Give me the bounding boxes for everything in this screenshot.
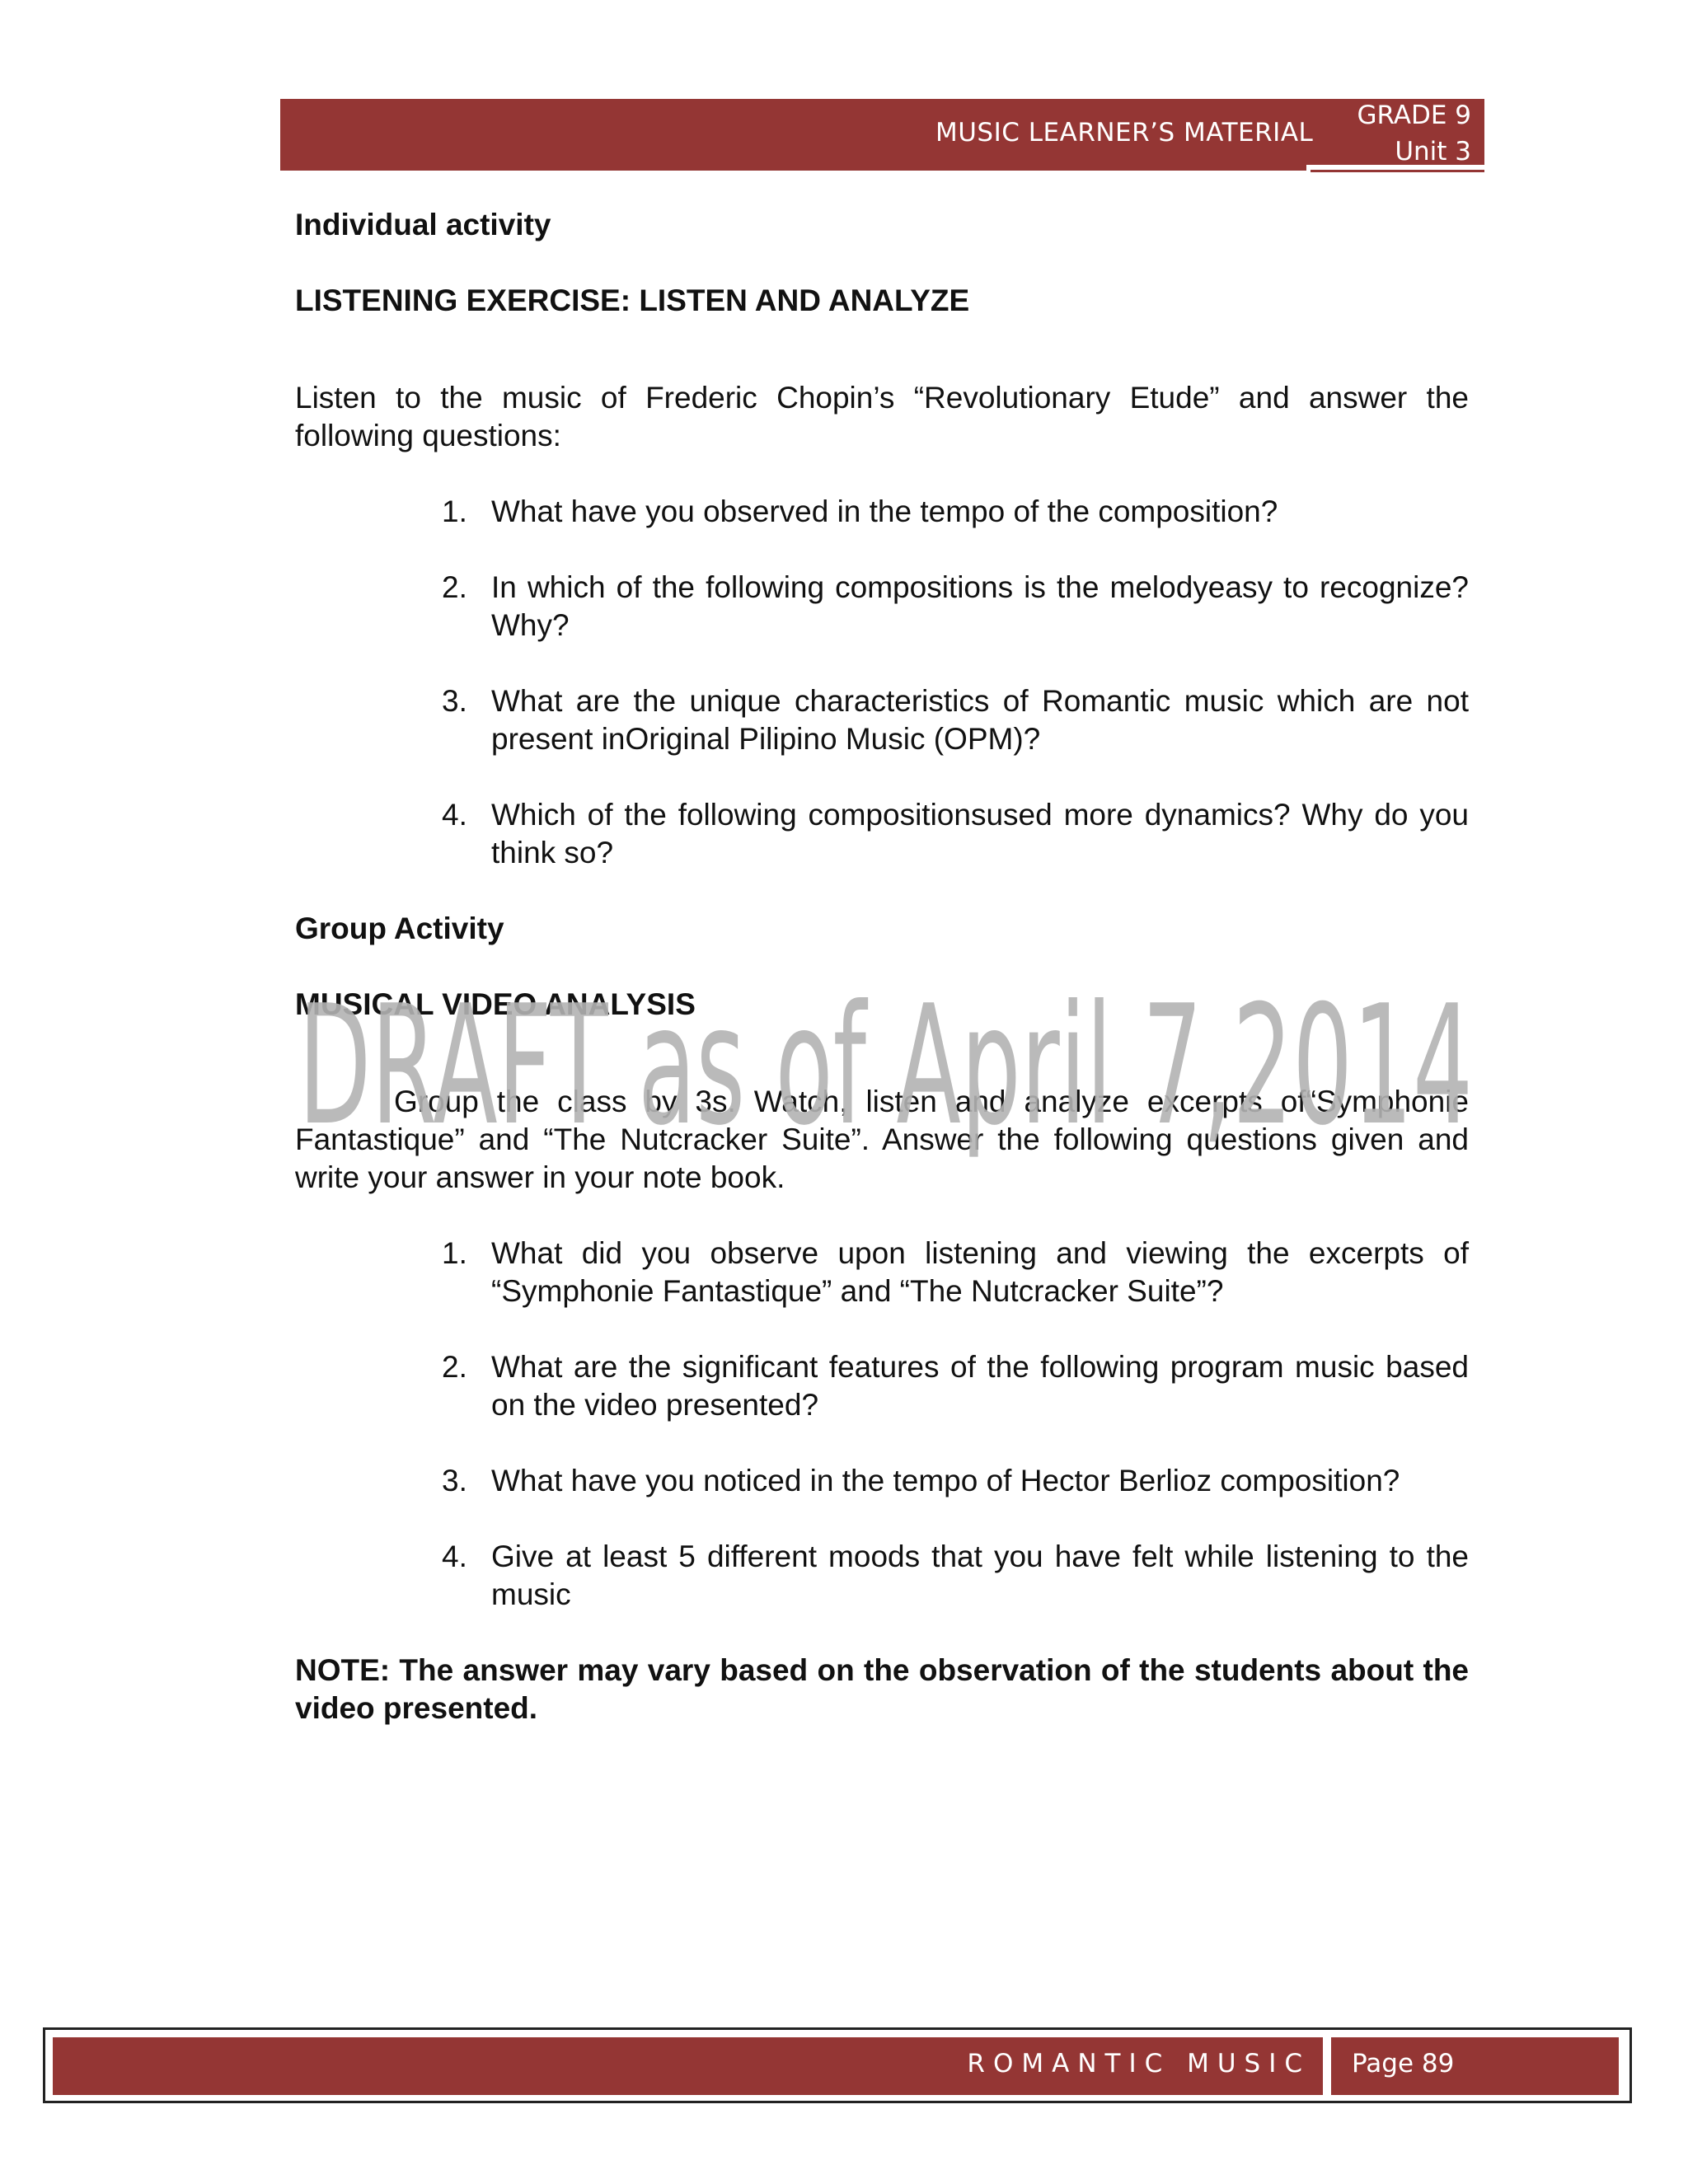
list-item: 4. Which of the following compositionsused more dynamics? Why do you think so? — [442, 798, 1469, 869]
header-unit: Unit 3 — [1395, 137, 1471, 166]
list-item: 3. What have you noticed in the tempo of Hector Berlioz composition? — [442, 1464, 1400, 1497]
group-question-list — [295, 1235, 1469, 1614]
group-intro: Group the class by 3s. Watch, listen and analyze excerpts of“Symphonie Fantastique” and “The Nutcracker Suite”. Answer the following questions given and write your answer in your note book. — [295, 1085, 1469, 1194]
watermark-text: DRAFT as of April 7,2014 — [298, 981, 1473, 1162]
page-number: Page 89 — [1352, 2049, 1455, 2079]
list-item: 2. What are the significant features of the following program music based on the video presented? — [442, 1350, 1469, 1422]
header-grade: GRADE 9 — [1357, 101, 1471, 130]
individual-question-list — [295, 493, 1469, 872]
individual-activity-heading: Individual activity — [295, 208, 551, 241]
listening-intro: Listen to the music of Frederic Chopin’s “Revolutionary Etude” and answer the following questions: — [295, 381, 1469, 452]
note-text: NOTE: The answer may vary based on the observation of the students about the video presented. — [295, 1653, 1469, 1725]
list-item: 1. What did you observe upon listening and viewing the excerpts of “Symphonie Fantastique” and “The Nutcracker Suite”? — [442, 1236, 1469, 1308]
listening-exercise-title: LISTENING EXERCISE: LISTEN AND ANALYZE — [295, 284, 970, 317]
header-grade-unit — [1315, 97, 1471, 170]
list-item: 1. What have you observed in the tempo of the composition? — [442, 494, 1278, 528]
header-title: MUSIC LEARNER’S MATERIAL — [935, 118, 1314, 148]
footer-divider — [1323, 2030, 1331, 2101]
group-activity-heading: Group Activity — [295, 912, 504, 945]
header-notch-line — [1311, 170, 1484, 172]
list-item: 4. Give at least 5 different moods that you have felt while listening to the music — [442, 1540, 1469, 1611]
list-item: 3. What are the unique characteristics of Romantic music which are not present inOriginal Pilipino Music (OPM)? — [442, 684, 1469, 756]
footer-section-title: ROMANTIC MUSIC — [967, 2049, 1311, 2079]
page-content — [295, 206, 1469, 1727]
list-item: 2. In which of the following compositions is the melodyeasy to recognize? Why? — [442, 570, 1469, 642]
musical-video-analysis-title: MUSICAL VIDEO ANALYSIS — [295, 987, 696, 1021]
